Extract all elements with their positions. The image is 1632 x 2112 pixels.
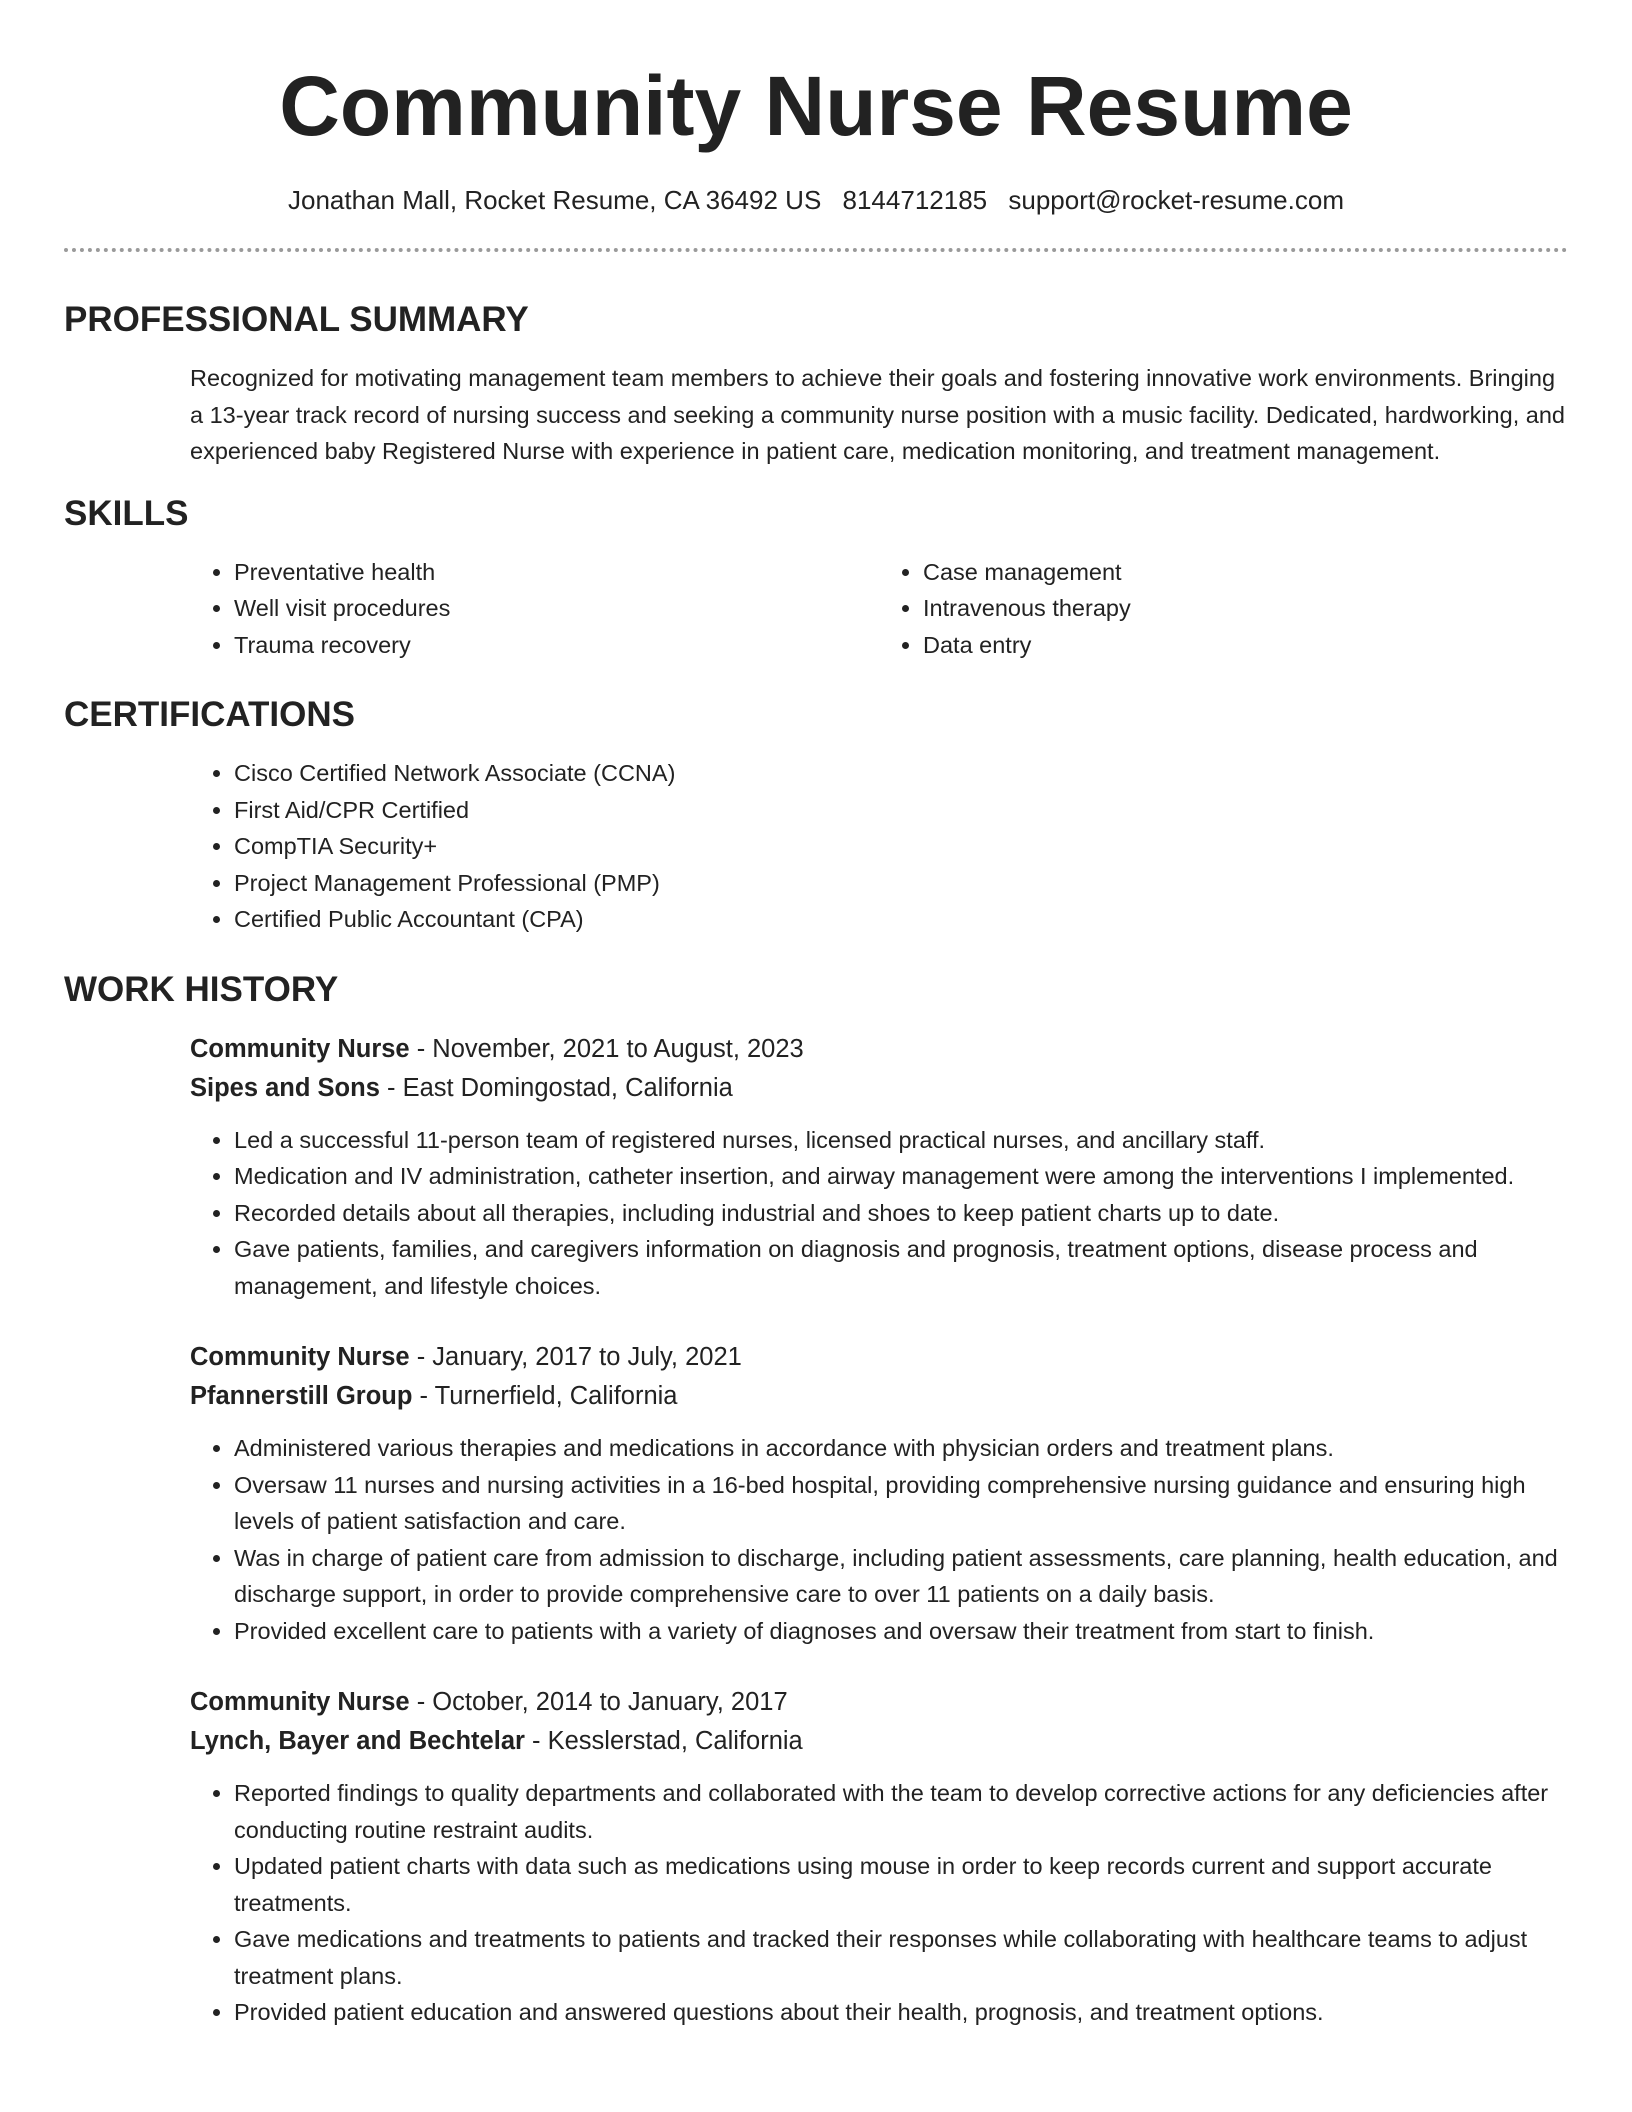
separator: -: [379, 1073, 403, 1102]
skill-item: • Intravenous therapy: [923, 590, 1568, 627]
job-bullets: [190, 1775, 1568, 2031]
job-bullet: • Was in charge of patient care from admission to discharge, including patient assessments, care planning, health education, and discharge support, in order to provide comprehensive care to over 11 patients on a daily basis.: [234, 1540, 1568, 1613]
header-divider: [64, 248, 1568, 252]
job-bullet: • Medication and IV administration, catheter insertion, and airway management were among the interventions I implemented.: [234, 1158, 1568, 1195]
job-entry: [190, 1030, 1568, 1305]
job-company: Sipes and Sons: [190, 1073, 380, 1102]
certification-item: • First Aid/CPR Certified: [234, 792, 1568, 829]
job-bullet: • Gave medications and treatments to patients and tracked their responses while collaborating with healthcare teams to adjust treatment plans.: [234, 1921, 1568, 1994]
separator: -: [409, 1343, 433, 1371]
job-dates: November, 2021 to August, 2023: [432, 1034, 804, 1063]
job-bullets: [190, 1122, 1568, 1305]
job-location: Kesslerstad, California: [547, 1727, 803, 1755]
job-dates: January, 2017 to July, 2021: [432, 1343, 742, 1371]
separator: -: [412, 1382, 435, 1410]
job-title-line: [190, 1338, 1568, 1377]
job-company: Lynch, Bayer and Bechtelar: [190, 1727, 525, 1755]
separator: -: [524, 1727, 548, 1755]
skill-item: • Trauma recovery: [234, 627, 879, 664]
job-bullet: • Recorded details about all therapies, including industrial and shoes to keep patient charts up to date.: [234, 1195, 1568, 1232]
skill-item: • Case management: [923, 554, 1568, 591]
certification-item: • Certified Public Accountant (CPA): [234, 901, 1568, 938]
summary-section: [64, 298, 1568, 470]
separator: -: [409, 1034, 433, 1063]
job-company: Pfannerstill Group: [190, 1382, 413, 1410]
job-title: Community Nurse: [190, 1688, 410, 1716]
job-dates: October, 2014 to January, 2017: [432, 1688, 788, 1716]
certifications-section: [64, 693, 1568, 938]
skills-columns: [190, 554, 1568, 664]
job-bullet: • Provided patient education and answered questions about their health, prognosis, and treatment options.: [234, 1994, 1568, 2031]
certifications-block: [190, 755, 1568, 938]
job-bullets: [190, 1430, 1568, 1649]
contact-email: support@rocket-resume.com: [1008, 185, 1344, 215]
work-history-section: [64, 968, 1568, 2031]
job-company-line: [190, 1377, 1568, 1416]
job-title-line: [190, 1030, 1568, 1069]
job-bullet: • Reported findings to quality departments and collaborated with the team to develop corrective actions for any deficiencies after conducting routine restraint audits.: [234, 1775, 1568, 1848]
work-history-heading: WORK HISTORY: [64, 969, 339, 1009]
skill-item: • Data entry: [923, 627, 1568, 664]
job-title: Community Nurse: [190, 1034, 410, 1063]
skill-item: • Well visit procedures: [234, 590, 879, 627]
certification-item: • CompTIA Security+: [234, 828, 1568, 865]
skills-heading: SKILLS: [64, 493, 189, 533]
skills-list-left: [190, 554, 879, 664]
skills-list-right: [879, 554, 1568, 664]
certification-item: • Cisco Certified Network Associate (CCNA): [234, 755, 1568, 792]
job-entry: [190, 1338, 1568, 1649]
contact-line: [64, 182, 1568, 218]
skills-section: [64, 492, 1568, 664]
job-bullet: • Gave patients, families, and caregivers information on diagnosis and prognosis, treatment options, disease process and management, and lifestyle choices.: [234, 1231, 1568, 1304]
resume-title: Community Nurse Resume: [279, 59, 1353, 153]
contact-phone: 8144712185: [842, 185, 988, 215]
job-bullet: • Updated patient charts with data such as medications using mouse in order to keep records current and support accurate treatments.: [234, 1848, 1568, 1921]
job-bullet: • Oversaw 11 nurses and nursing activities in a 16-bed hospital, providing comprehensive nursing guidance and ensuring high levels of patient satisfaction and care.: [234, 1467, 1568, 1540]
skill-item: • Preventative health: [234, 554, 879, 591]
summary-heading: PROFESSIONAL SUMMARY: [64, 300, 529, 339]
certifications-list: [190, 755, 1568, 938]
job-title: Community Nurse: [190, 1343, 410, 1371]
job-entry: [190, 1683, 1568, 2031]
job-company-line: [190, 1069, 1568, 1108]
job-location: East Domingostad, California: [402, 1073, 733, 1102]
certification-item: • Project Management Professional (PMP): [234, 865, 1568, 902]
certifications-heading: CERTIFICATIONS: [64, 695, 356, 734]
job-bullet: • Led a successful 11-person team of registered nurses, licensed practical nurses, and ancillary staff.: [234, 1122, 1568, 1159]
job-bullet: • Provided excellent care to patients with a variety of diagnoses and oversaw their treatment from start to finish.: [234, 1613, 1568, 1650]
summary-text: Recognized for motivating management team members to achieve their goals and fostering innovative work environments. Bringing a 13-year track record of nursing success and seeking a community nurse position with a music facility. Dedicated, hardworking, and experienced baby Registered Nurse with experience in patient care, medication monitoring, and treatment management.: [190, 365, 1565, 464]
separator: -: [409, 1688, 433, 1716]
job-company-line: [190, 1722, 1568, 1761]
job-bullet: • Administered various therapies and medications in accordance with physician orders and treatment plans.: [234, 1430, 1568, 1467]
job-title-line: [190, 1683, 1568, 1722]
job-location: Turnerfield, California: [434, 1382, 678, 1410]
contact-address: Jonathan Mall, Rocket Resume, CA 36492 US: [288, 185, 822, 215]
